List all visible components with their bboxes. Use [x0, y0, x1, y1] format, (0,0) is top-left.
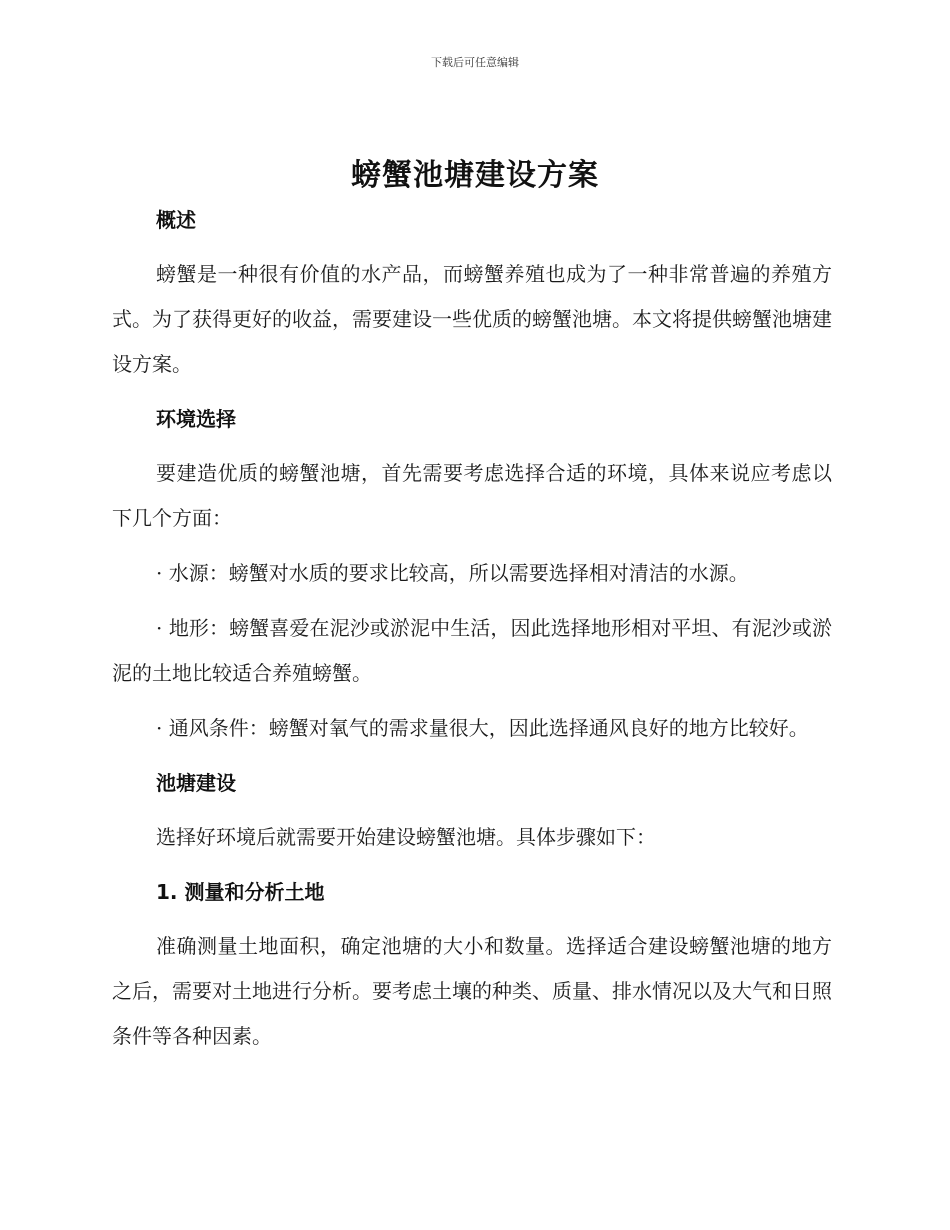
overview-paragraph: 螃蟹是一种很有价值的水产品，而螃蟹养殖也成为了一种非常普遍的养殖方式。为了获得更好的收益，需要建设一些优质的螃蟹池塘。本文将提供螃蟹池塘建设方案。 [112, 262, 832, 376]
construction-intro: 选择好环境后就需要开始建设螃蟹池塘。具体步骤如下： [156, 825, 656, 849]
environment-intro: 要建造优质的螃蟹池塘，首先需要考虑选择合适的环境，具体来说应考虑以下几个方面： [112, 461, 832, 530]
header-note: 下载后可任意编辑 [431, 56, 519, 69]
document-body [112, 198, 832, 1059]
step-paragraph-measure-land: 准确测量土地面积，确定池塘的大小和数量。选择适合建设螃蟹池塘的地方之后，需要对土地进行分析。要考虑土壤的种类、质量、排水情况以及大气和日照条件等各种因素。 [112, 934, 832, 1048]
environment-item-water-source: · 水源：螃蟹对水质的要求比较高，所以需要选择相对清洁的水源。 [156, 561, 749, 585]
environment-item-ventilation: · 通风条件：螃蟹对氧气的需求量很大，因此选择通风良好的地方比较好。 [156, 716, 809, 740]
section-heading-construction: 池塘建设 [156, 771, 236, 795]
section-heading-environment: 环境选择 [156, 407, 236, 431]
section-heading-overview: 概述 [156, 208, 196, 232]
document-title: 螃蟹池塘建设方案 [351, 158, 599, 193]
step-heading-measure-land: 1. 测量和分析土地 [156, 880, 325, 904]
environment-item-terrain: · 地形：螃蟹喜爱在泥沙或淤泥中生活，因此选择地形相对平坦、有泥沙或淤泥的土地比较适合养殖螃蟹。 [112, 616, 832, 685]
